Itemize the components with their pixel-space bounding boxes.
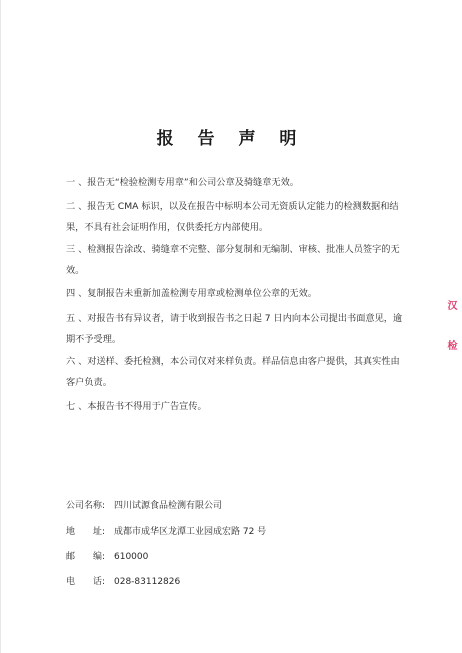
scan-edge-line	[0, 0, 1, 653]
address-value: 成都市成华区龙潭工业园成宏路 72 号	[114, 527, 267, 537]
postcode-row	[66, 549, 148, 562]
address-row	[66, 524, 266, 537]
clause-3: 三 、检测报告涂改、骑缝章不完整、部分复制和无编制、审核、批准人员签字的无效。	[66, 244, 400, 276]
postcode-label: 邮 编:	[66, 552, 106, 562]
clause-6: 六 、对送样、委托检测，本公司仅对来样负责。样品信息由客户提供，其真实性由客户负责。	[66, 356, 400, 388]
company-name-label: 公司名称:	[66, 501, 106, 511]
clause-7: 七 、本报告书不得用于广告宣传。	[66, 401, 207, 412]
address-label: 地 址:	[66, 527, 106, 537]
company-name-row	[66, 498, 222, 511]
clause-5: 五 、对报告书有异议者，请于收到报告书之日起 7 日内向本公司提出书面意见，逾期不予受理。	[66, 313, 403, 345]
clause-1: 一 、报告无“检验检测专用章”和公司公章及骑缝章无效。	[66, 177, 299, 188]
clause-4: 四 、复制报告未重新加盖检测专用章或检测单位公章的无效。	[66, 288, 317, 299]
company-name-value: 四川试源食品检测有限公司	[114, 501, 223, 511]
seam-stamp-fragment-2: 检	[445, 340, 456, 350]
page-title: 报 告 声 明	[156, 129, 306, 149]
phone-row	[66, 574, 180, 587]
postcode-value: 610000	[114, 552, 149, 562]
clause-2: 二 、报告无 CMA 标识，以及在报告中标明本公司无资质认定能力的检测数据和结果，不具有社会证明作用，仅供委托方内部使用。	[66, 201, 399, 233]
phone-value: 028-83112826	[114, 577, 181, 587]
phone-label: 电 话:	[66, 577, 106, 587]
seam-stamp-fragment-1: 汉	[445, 300, 456, 310]
